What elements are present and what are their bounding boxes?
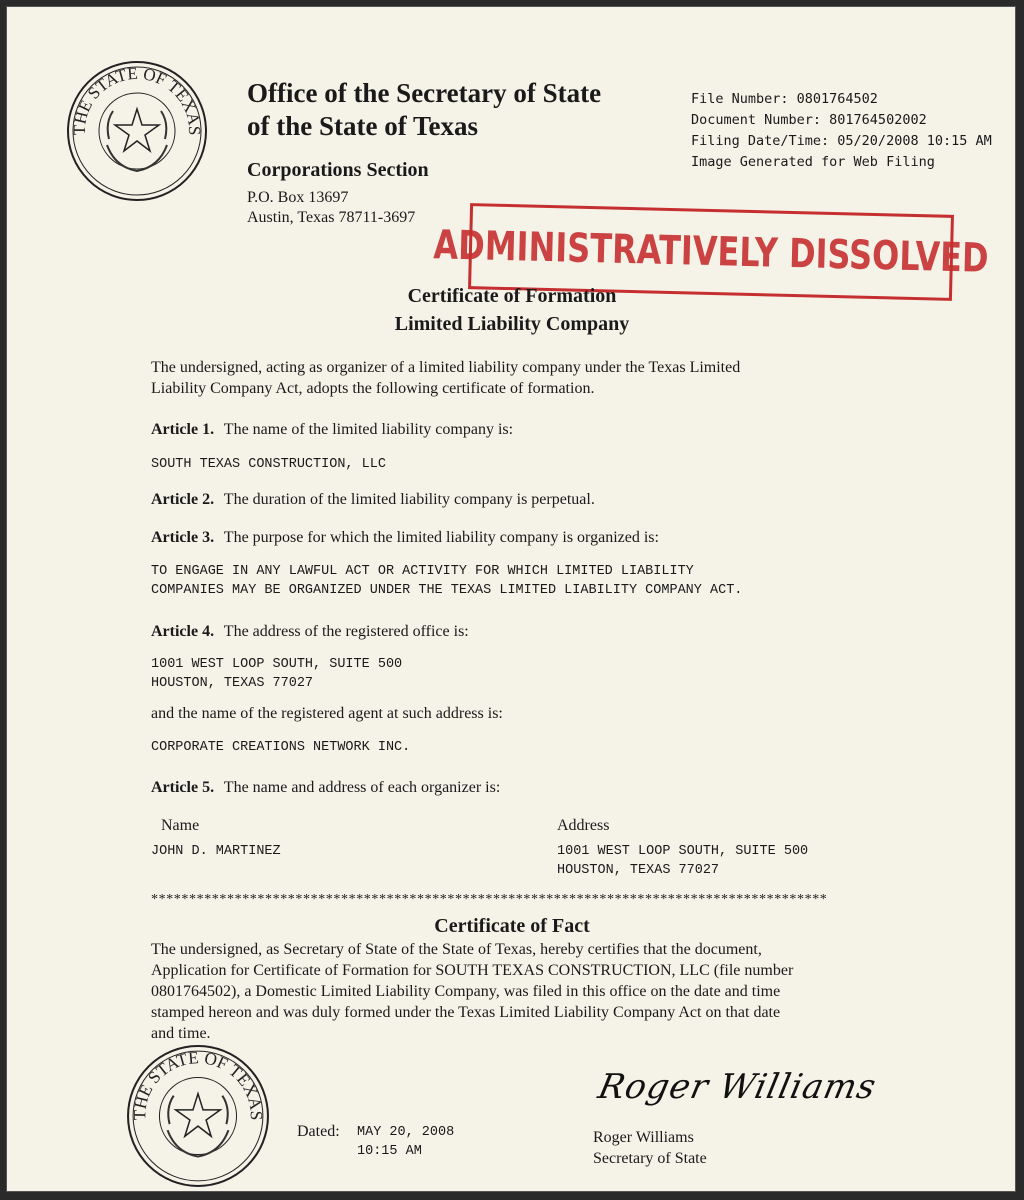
signature-image: Roger Williams xyxy=(594,1067,881,1107)
signer-title: Secretary of State xyxy=(593,1150,707,1167)
article-2-text: The duration of the limited liability company is perpetual. xyxy=(223,491,595,508)
article-5 xyxy=(151,779,500,797)
article-4-text: The address of the registered office is: xyxy=(223,623,469,640)
article-4-value-line2: HOUSTON, TEXAS 77027 xyxy=(151,676,314,691)
svg-text:THE STATE OF TEXAS xyxy=(70,64,204,136)
article-1-text: The name of the limited liability company is: xyxy=(223,421,514,438)
texas-seal-top xyxy=(65,59,209,203)
agent-value: CORPORATE CREATIONS NETWORK INC. xyxy=(151,740,411,755)
certificate-subtitle: Limited Liability Company xyxy=(394,313,630,335)
article-5-label: Article 5. xyxy=(151,779,215,796)
dated-date: MAY 20, 2008 xyxy=(357,1125,455,1140)
article-4 xyxy=(151,623,469,641)
city-address: Austin, Texas 78711-3697 xyxy=(247,209,416,226)
section-title: Corporations Section xyxy=(247,159,429,181)
filing-info xyxy=(691,89,992,173)
column-name-header: Name xyxy=(161,817,200,834)
po-box: P.O. Box 13697 xyxy=(247,189,349,206)
signer-name: Roger Williams xyxy=(593,1129,694,1146)
office-title-line1: Office of the Secretary of State xyxy=(247,78,602,108)
article-5-text: The name and address of each organizer is: xyxy=(223,779,501,796)
column-address-header: Address xyxy=(557,817,610,834)
certificate-title: Certificate of Formation xyxy=(407,285,617,307)
fact-line1: The undersigned, as Secretary of State of the State of Texas, hereby certifies that the document, xyxy=(151,941,762,958)
article-3-value-line2: COMPANIES MAY BE ORGANIZED UNDER THE TEXAS LIMITED LIABILITY COMPANY ACT. xyxy=(151,583,743,598)
article-2-label: Article 2. xyxy=(151,491,215,508)
article-1-value: SOUTH TEXAS CONSTRUCTION, LLC xyxy=(151,457,386,472)
stamp-text: ADMINISTRATIVELY DISSOLVED xyxy=(432,222,990,282)
article-3 xyxy=(151,529,659,547)
intro-line2: Liability Company Act, adopts the following certificate of formation. xyxy=(151,380,595,397)
separator: ***************************************************************************************** xyxy=(151,892,828,907)
filing-datetime: Filing Date/Time: 05/20/2008 10:15 AM xyxy=(691,133,992,149)
article-3-text: The purpose for which the limited liability company is organized is: xyxy=(223,529,659,546)
document-number: Document Number: 801764502002 xyxy=(691,112,927,128)
seal-text-bottom: THE STATE OF TEXAS xyxy=(130,1048,266,1121)
article-3-label: Article 3. xyxy=(151,529,215,546)
seal-text: THE STATE OF TEXAS xyxy=(69,63,205,136)
article-2 xyxy=(151,491,595,509)
article-4-label: Article 4. xyxy=(151,623,215,640)
article-4-value-line1: 1001 WEST LOOP SOUTH, SUITE 500 xyxy=(151,657,403,672)
dated-time: 10:15 AM xyxy=(357,1144,422,1159)
texas-seal-bottom xyxy=(125,1043,271,1189)
dated-label: Dated: xyxy=(297,1123,340,1140)
organizer-address-line1: 1001 WEST LOOP SOUTH, SUITE 500 xyxy=(557,844,809,859)
fact-title: Certificate of Fact xyxy=(434,915,590,937)
office-title-line2: of the State of Texas xyxy=(247,111,478,141)
agent-text: and the name of the registered agent at such address is: xyxy=(151,705,503,722)
image-note: Image Generated for Web Filing xyxy=(691,154,935,170)
fact-line5: and time. xyxy=(151,1025,211,1042)
article-1-label: Article 1. xyxy=(151,421,215,438)
fact-line2: Application for Certificate of Formation for SOUTH TEXAS CONSTRUCTION, LLC (file number xyxy=(151,962,794,979)
organizer-address-line2: HOUSTON, TEXAS 77027 xyxy=(557,863,720,878)
article-3-value-line1: TO ENGAGE IN ANY LAWFUL ACT OR ACTIVITY FOR WHICH LIMITED LIABILITY xyxy=(151,564,694,579)
organizer-name: JOHN D. MARTINEZ xyxy=(151,844,281,859)
fact-line4: stamped hereon and was duly formed under the Texas Limited Liability Company Act on that date xyxy=(151,1004,781,1021)
certificate-page xyxy=(6,6,1016,1192)
svg-text:THE STATE OF TEXAS xyxy=(130,1048,266,1120)
intro-line1: The undersigned, acting as organizer of a limited liability company under the Texas Limited xyxy=(151,359,741,376)
article-1 xyxy=(151,421,513,439)
file-number: File Number: 0801764502 xyxy=(691,91,878,107)
fact-line3: 0801764502), a Domestic Limited Liability Company, was filed in this office on the date and time xyxy=(151,983,781,1000)
